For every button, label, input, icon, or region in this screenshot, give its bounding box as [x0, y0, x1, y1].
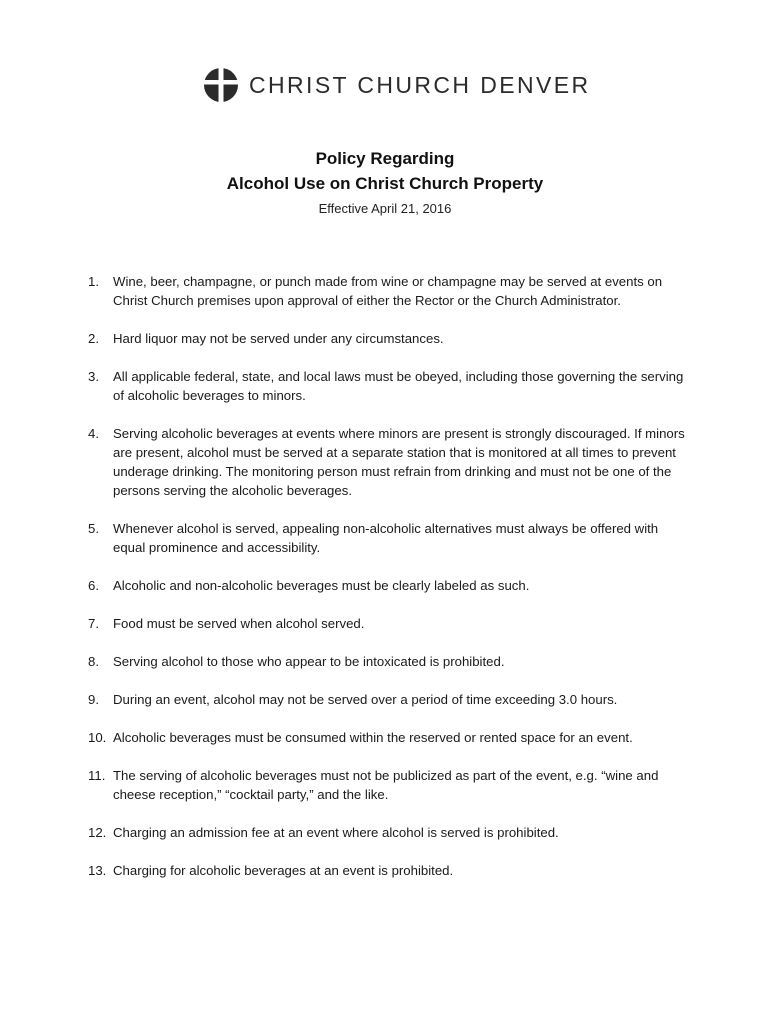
item-number: 4.	[88, 426, 99, 441]
list-item	[88, 519, 688, 557]
item-number: 11.	[88, 768, 106, 783]
item-text: Food must be served when alcohol served.	[113, 616, 365, 631]
item-text: The serving of alcoholic beverages must not be publicized as part of the event, e.g. “wine and cheese reception,” “cocktail party,” and the like.	[113, 768, 659, 802]
item-number: 1.	[88, 274, 99, 289]
list-item	[88, 424, 688, 500]
item-number: 7.	[88, 616, 99, 631]
item-text: All applicable federal, state, and local laws must be obeyed, including those governing the serving of alcoholic beverages to minors.	[113, 369, 684, 403]
title-line-2: Alcohol Use on Christ Church Property	[226, 174, 544, 193]
item-number: 12.	[88, 825, 107, 840]
list-item	[88, 272, 688, 310]
org-name: CHRIST CHURCH DENVER	[249, 71, 591, 98]
item-number: 10.	[88, 730, 107, 745]
item-text: Hard liquor may not be served under any circumstances.	[113, 331, 444, 346]
title-line-1: Policy Regarding	[315, 149, 455, 168]
item-text: Serving alcoholic beverages at events where minors are present is strongly discouraged. If minors are present, alcohol must be served at a separate station that is monitored at all times to prevent underage drinking. The monitoring person must refrain from drinking and must not be one of the persons serving the alcoholic beverages.	[113, 426, 685, 498]
item-text: Wine, beer, champagne, or punch made from wine or champagne may be served at events on Christ Church premises upon approval of either the Rector or the Church Administrator.	[113, 274, 663, 308]
item-number: 5.	[88, 521, 99, 536]
item-number: 6.	[88, 578, 99, 593]
org-logo	[203, 66, 591, 104]
item-text: During an event, alcohol may not be served over a period of time exceeding 3.0 hours.	[113, 692, 618, 707]
list-item	[88, 690, 688, 709]
item-number: 3.	[88, 369, 99, 384]
item-text: Serving alcohol to those who appear to be intoxicated is prohibited.	[113, 654, 505, 669]
list-item	[88, 652, 688, 671]
effective-date: Effective April 21, 2016	[318, 201, 452, 216]
item-text: Alcoholic and non-alcoholic beverages must be clearly labeled as such.	[113, 578, 530, 593]
title-block	[0, 146, 770, 218]
item-text: Whenever alcohol is served, appealing non-alcoholic alternatives must always be offered with equal prominence and accessibility.	[113, 521, 659, 555]
item-text: Charging an admission fee at an event where alcohol is served is prohibited.	[113, 825, 559, 840]
cross-circle-icon	[203, 67, 239, 103]
list-item	[88, 728, 688, 747]
item-number: 13.	[88, 863, 107, 878]
item-text: Charging for alcoholic beverages at an event is prohibited.	[113, 863, 454, 878]
item-number: 9.	[88, 692, 99, 707]
list-item	[88, 766, 688, 804]
list-item	[88, 329, 688, 348]
item-number: 2.	[88, 331, 99, 346]
list-item	[88, 576, 688, 595]
list-item	[88, 367, 688, 405]
policy-list	[88, 272, 688, 899]
item-number: 8.	[88, 654, 99, 669]
item-text: Alcoholic beverages must be consumed within the reserved or rented space for an event.	[113, 730, 633, 745]
list-item	[88, 861, 688, 880]
list-item	[88, 823, 688, 842]
list-item	[88, 614, 688, 633]
